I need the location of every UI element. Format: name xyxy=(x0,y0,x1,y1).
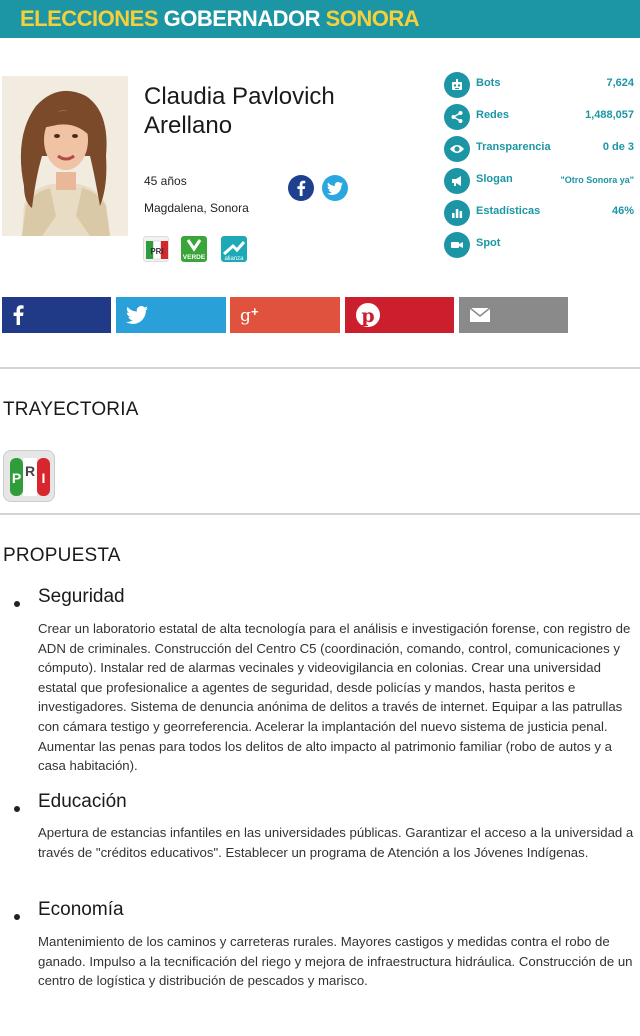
bullet xyxy=(14,914,20,920)
banner-word-sonora: SONORA xyxy=(325,6,420,31)
candidate-age: 45 años xyxy=(144,174,187,188)
banner-word-elecciones: ELECCIONES xyxy=(20,6,159,31)
candidate-photo xyxy=(2,76,128,236)
pinterest-icon xyxy=(355,302,381,328)
banner-title xyxy=(20,6,419,32)
share-pinterest-button[interactable] xyxy=(345,297,454,333)
share-google-plus-button[interactable] xyxy=(230,297,340,333)
candidate-name: Claudia Pavlovich Arellano xyxy=(144,83,335,139)
trayectoria-party-logo xyxy=(3,450,55,502)
stat-spot[interactable] xyxy=(444,232,636,258)
svg-text:p: p xyxy=(361,305,375,327)
stat-value: 1,488,057 xyxy=(585,109,634,121)
divider xyxy=(0,513,640,515)
robot-icon xyxy=(444,72,470,98)
svg-text:+: + xyxy=(251,305,259,319)
google-plus-icon xyxy=(240,305,270,325)
proposal-title-seguridad: Seguridad xyxy=(38,586,125,607)
proposal-text-seguridad: Crear un laboratorio estatal de alta tecnología para el análisis e investigación forense, con registro de ADN de criminales. Construcción del Centro C5 (coordinación, comando, control, comunicaciones y cómputo). Instalar red de alarmas vecinales y videovigilancia en colonias. Crear una universidad estatal que profesionalice a agentes de seguridad, desde policías y mandos, hasta peritos e investigadores. Sistema de denuncia anónima de delitos a través de internet. Equipar a las patrullas con cámara testigo y georreferencia. Acelerar la implantación del nuevo sistema de justicia penal. Aumentar las penas para todos los delitos de alto impacto al patrimonio familiar (robo de autos y a casa habitación). xyxy=(38,621,631,774)
stat-estadisticas xyxy=(444,200,636,226)
svg-text:g: g xyxy=(240,306,251,325)
eye-icon xyxy=(444,136,470,162)
twitter-icon xyxy=(126,306,148,324)
stat-redes xyxy=(444,104,636,130)
party-logo-verde xyxy=(181,236,207,262)
stat-label: Transparencia xyxy=(476,141,551,153)
svg-text:PRI: PRI xyxy=(150,247,164,256)
share-icon xyxy=(444,104,470,130)
pri-letter-r: R xyxy=(24,463,36,479)
bullet xyxy=(14,806,20,812)
twitter-profile-icon[interactable] xyxy=(322,175,348,201)
party-logo-pri xyxy=(143,236,169,262)
share-email-button[interactable] xyxy=(459,297,568,333)
proposal-title-economia: Economía xyxy=(38,899,124,920)
stat-value: 0 de 3 xyxy=(602,141,634,153)
bullet xyxy=(14,601,20,607)
svg-text:VERDE: VERDE xyxy=(182,254,206,261)
propuesta-title: PROPUESTA xyxy=(3,545,121,566)
share-facebook-button[interactable] xyxy=(2,297,111,333)
stat-label: Spot xyxy=(476,237,501,249)
proposal-text-economia: Mantenimiento de los caminos y carreteras rurales. Mayores castigos y medidas contra el robo de ganado. Impulso a la tecnificación del riego y mejora de infraestructura hidráulica. Construcción de un centro de logística y distribución de pescados y marisco. xyxy=(38,934,633,989)
stat-value: "Otro Sonora ya" xyxy=(560,175,634,185)
proposal-title-educacion: Educación xyxy=(38,791,127,812)
header-banner xyxy=(0,0,640,38)
proposal-text-educacion: Apertura de estancias infantiles en las universidades públicas. Garantizar el acceso a la universidad a través de "créditos educativos". Establecer un programa de Atención a los Jóvenes Indígenas. xyxy=(38,825,634,860)
stat-transparencia xyxy=(444,136,636,162)
trayectoria-title: TRAYECTORIA xyxy=(3,399,139,420)
party-logo-nueva-alianza xyxy=(221,236,247,262)
stat-label: Slogan xyxy=(476,173,513,185)
pri-letter-i: I xyxy=(41,470,46,486)
candidate-place: Magdalena, Sonora xyxy=(144,201,249,215)
share-twitter-button[interactable] xyxy=(116,297,226,333)
pri-letter-p: P xyxy=(11,470,22,486)
megaphone-icon xyxy=(444,168,470,194)
stat-value: 46% xyxy=(611,205,634,217)
stat-slogan xyxy=(444,168,636,194)
stat-label: Bots xyxy=(476,77,501,89)
stat-bots xyxy=(444,72,636,98)
stat-label: Redes xyxy=(476,109,510,121)
svg-text:alianza: alianza xyxy=(224,256,244,262)
bar-chart-icon xyxy=(444,200,470,226)
email-icon xyxy=(469,307,491,323)
video-camera-icon xyxy=(444,232,470,258)
stat-label: Estadísticas xyxy=(476,205,541,217)
banner-word-gobernador: GOBERNADOR xyxy=(163,6,320,31)
facebook-icon xyxy=(12,305,24,325)
stat-value: 7,624 xyxy=(606,77,634,89)
divider xyxy=(0,367,640,369)
facebook-profile-icon[interactable] xyxy=(288,175,314,201)
